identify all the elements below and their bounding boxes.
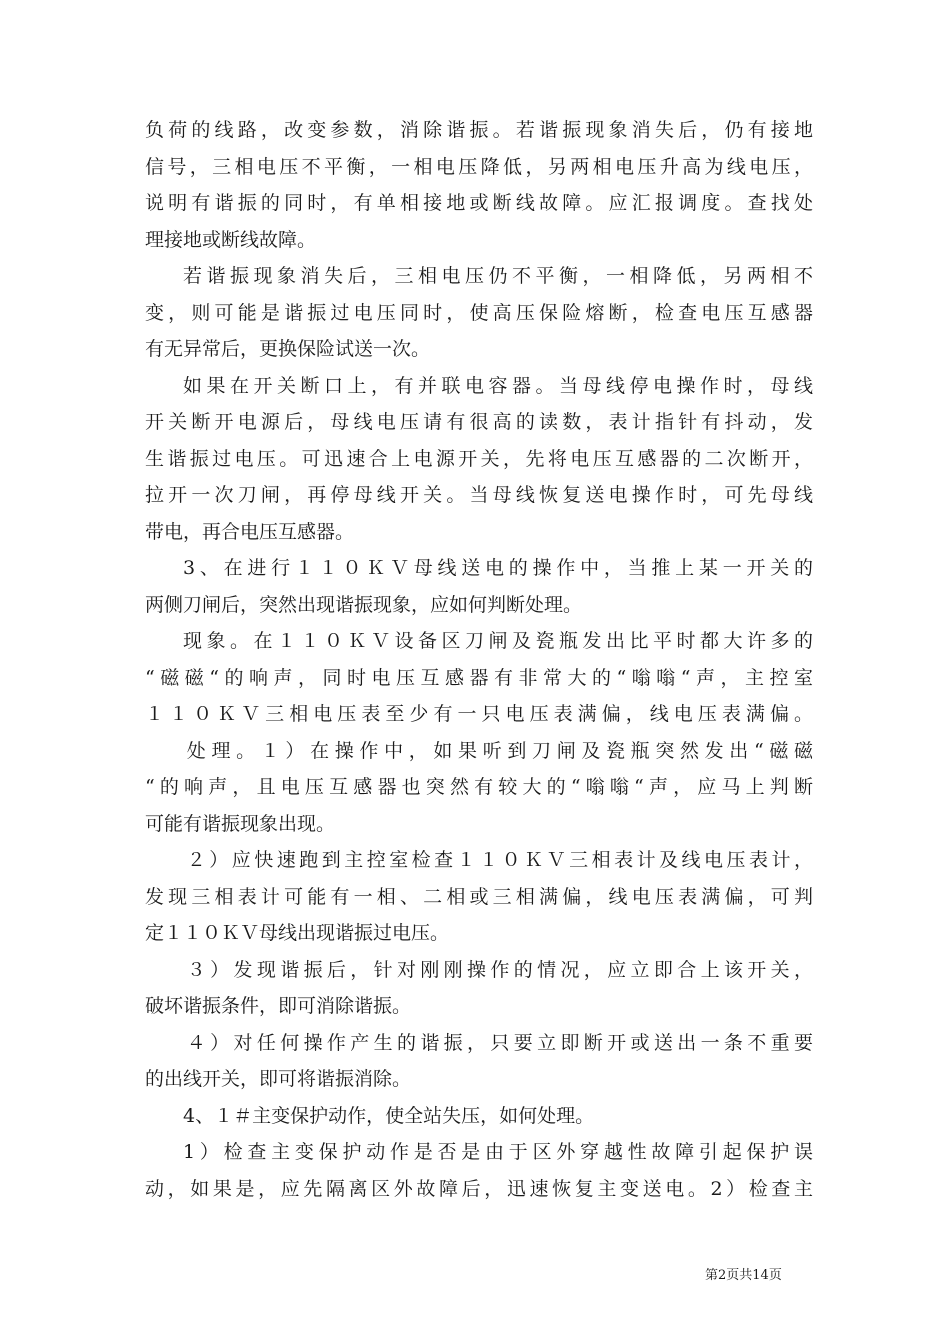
text-line: 若谐振现象消失后，三相电压仍不平衡，一相降低，另两相不 [183, 265, 813, 287]
text-line: 拉开一次刀闸，再停母线开关。当母线恢复送电操作时，可先母线 [145, 484, 813, 506]
text-line: 可能有谐振现象出现。 [145, 812, 336, 835]
text-line: 定１１０ＫＶ母线出现谐振过电压。 [145, 922, 450, 944]
text-line: “磁磁“的响声，同时电压互感器有非常大的“嗡嗡“声，主控室 [145, 666, 813, 689]
text-line: 两侧刀闸后，突然出现谐振现象，应如何判断处理。 [145, 593, 583, 616]
text-line: 的出线开关，即可将谐振消除。 [145, 1068, 412, 1090]
text-line: 4、１＃主变保护动作，使全站失压，如何处理。 [183, 1104, 595, 1127]
text-line: 现象。在１１０ＫＶ设备区刀闸及瓷瓶发出比平时都大许多的 [183, 630, 813, 652]
text-line: 生谐振过电压。可迅速合上电源开关，先将电压互感器的二次断开， [145, 447, 813, 470]
text-line: 说明有谐振的同时，有单相接地或断线故障。应汇报调度。查找处 [145, 192, 813, 214]
text-line: １１０ＫＶ三相电压表至少有一只电压表满偏，线电压表满偏。 [145, 703, 813, 725]
text-line: 变，则可能是谐振过电压同时，使高压保险熔断，检查电压互感器 [145, 301, 813, 324]
text-line: 负荷的线路，改变参数，消除谐振。若谐振现象消失后，仍有接地 [145, 119, 813, 141]
text-line: 1）检查主变保护动作是否是由于区外穿越性故障引起保护误 [183, 1141, 813, 1163]
text-line: “的响声，且电压互感器也突然有较大的“嗡嗡“声，应马上判断 [145, 776, 813, 798]
text-line: 开关断开电源后，母线电压请有很高的读数，表计指针有抖动，发 [145, 411, 813, 433]
text-line: 破坏谐振条件，即可消除谐振。 [145, 995, 412, 1017]
text-line: 如果在开关断口上，有并联电容器。当母线停电操作时，母线 [183, 374, 813, 397]
text-line: 动，如果是，应先隔离区外故障后，迅速恢复主变送电。2）检查主 [145, 1177, 813, 1200]
text-line: 信号，三相电压不平衡，一相电压降低，另两相电压升高为线电压， [145, 155, 813, 178]
text-line: 发现三相表计可能有一相、二相或三相满偏，线电压表满偏，可判 [145, 885, 813, 908]
text-line: 处理。１）在操作中，如果听到刀闸及瓷瓶突然发出“磁磁 [186, 739, 813, 762]
text-line: 3、在进行１１０ＫＶ母线送电的操作中，当推上某一开关的 [183, 557, 813, 579]
document-body [145, 112, 813, 1207]
text-line: 有无异常后，更换保险试送一次。 [145, 338, 431, 360]
text-line: ４）对任何操作产生的谐振，只要立即断开或送出一条不重要 [186, 1031, 813, 1054]
text-line: 理接地或断线故障。 [145, 228, 317, 251]
text-line: ２）应快速跑到主控室检查１１０ＫＶ三相表计及线电压表计， [186, 849, 813, 871]
page-number: 第2页共14页 [705, 1268, 782, 1283]
text-line: 带电，再合电压互感器。 [145, 520, 355, 543]
text-line: ３）发现谐振后，针对刚刚操作的情况，应立即合上该开关， [186, 958, 813, 981]
